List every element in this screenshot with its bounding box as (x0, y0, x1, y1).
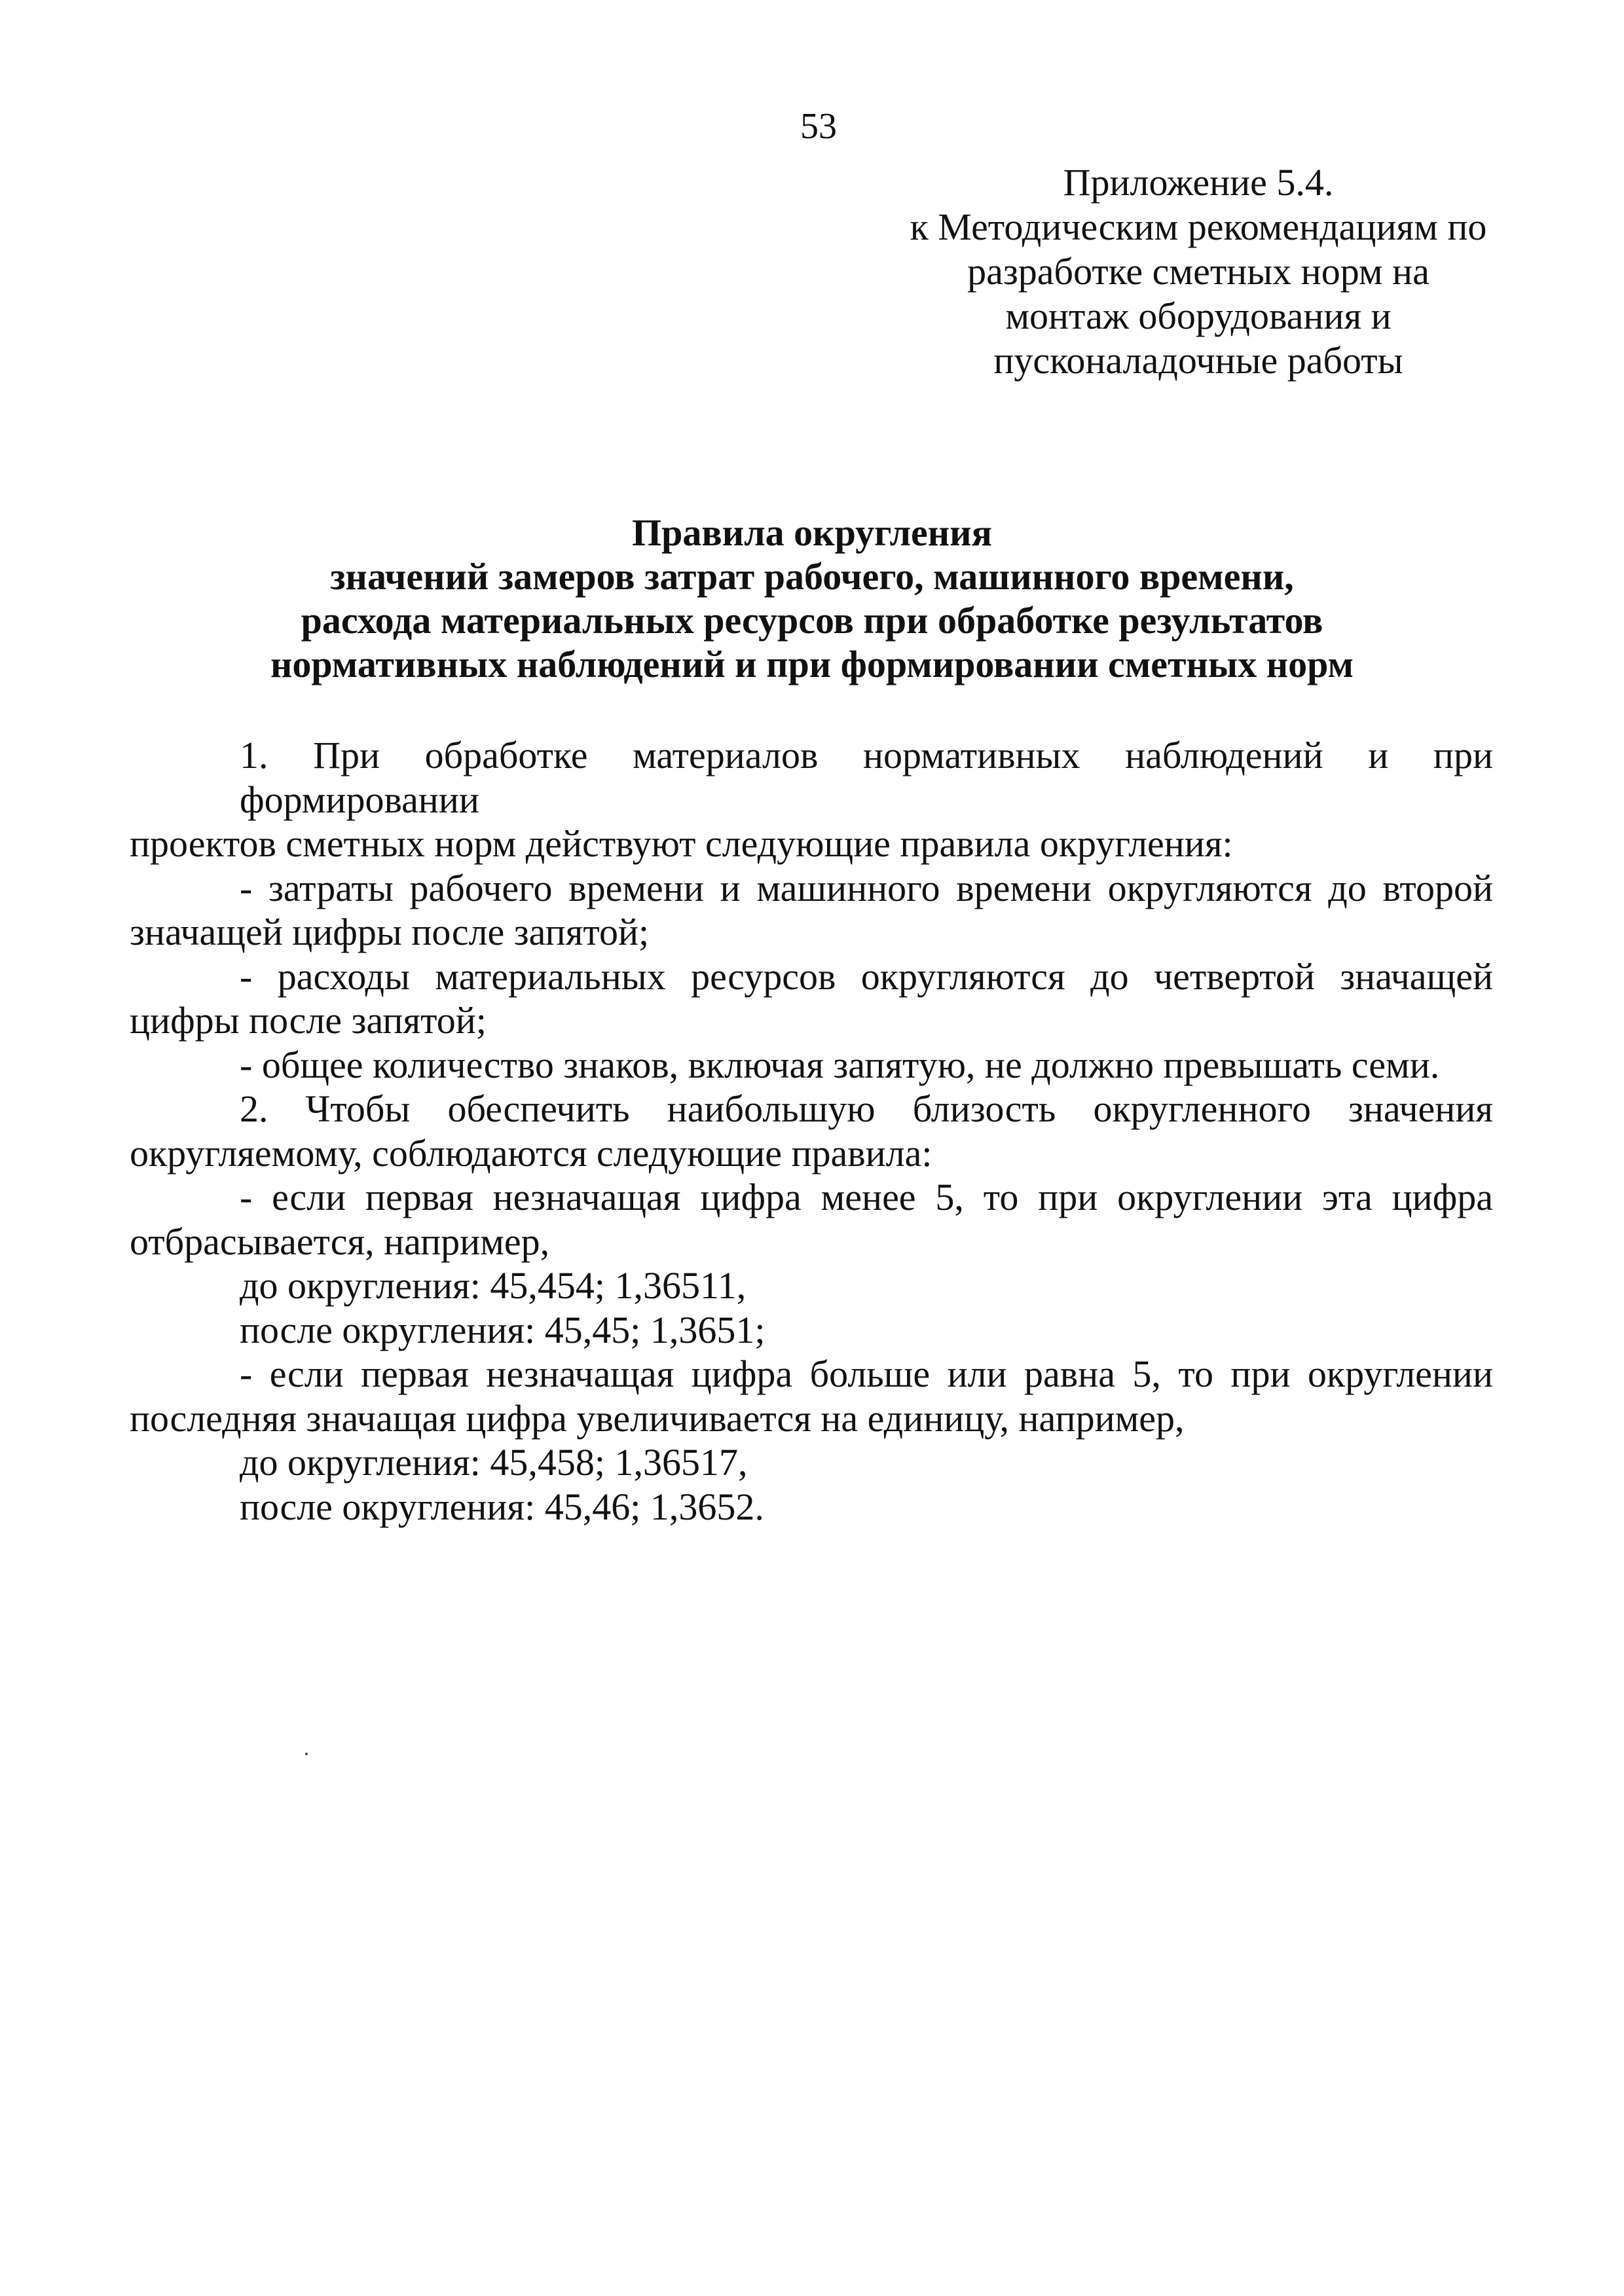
scan-speck (305, 1753, 308, 1755)
paragraph-1-line-2: проектов сметных норм действуют следующие правила округления: (130, 822, 1233, 865)
example-1-before: до округления: 45,454; 1,36511, (240, 1264, 747, 1307)
title-line: значений замеров затрат рабочего, машинного времени, (330, 555, 1294, 598)
paragraph-1-line-1: 1. При обработке материалов нормативных наблюдений и при формировании (240, 734, 1493, 821)
page-number: 53 (800, 106, 837, 147)
title-line: расхода материальных ресурсов при обработке результатов (301, 599, 1323, 642)
bullet-1-line-1: - затраты рабочего времени и машинного времени округляются до второй (240, 866, 1493, 909)
document-body (130, 733, 1493, 1529)
example-2-after: после округления: 45,46; 1,3652. (240, 1485, 764, 1528)
appendix-line: разработке сметных норм на (967, 250, 1430, 293)
appendix-line: монтаж оборудования и (1005, 295, 1392, 337)
appendix-header (871, 160, 1526, 383)
bullet-5-line-1: - если первая незначащая цифра больше или равна 5, то при округлении (240, 1353, 1493, 1395)
appendix-line: к Методическим рекомендациям по (910, 206, 1487, 248)
document-title (131, 511, 1493, 686)
appendix-line: Приложение 5.4. (1063, 161, 1334, 204)
paragraph-2-line-1: 2. Чтобы обеспечить наибольшую близость округленного значения (240, 1087, 1493, 1130)
example-1-after: после округления: 45,45; 1,3651; (240, 1308, 766, 1351)
bullet-2-line-2: цифры после запятой; (130, 999, 487, 1042)
bullet-4-line-1: - если первая незначащая цифра менее 5, то при округлении эта цифра (240, 1176, 1493, 1218)
bullet-4-line-2: отбрасывается, например, (130, 1220, 550, 1263)
bullet-3-line-1: - общее количество знаков, включая запятую, не должно превышать семи. (240, 1043, 1440, 1086)
title-line: Правила округления (632, 511, 992, 554)
bullet-2-line-1: - расходы материальных ресурсов округляются до четвертой значащей (240, 955, 1493, 998)
paragraph-2-line-2: округляемому, соблюдаются следующие правила: (130, 1131, 932, 1175)
example-2-before: до округления: 45,458; 1,36517, (240, 1441, 748, 1484)
appendix-line: пусконаладочные работы (993, 339, 1403, 382)
bullet-1-line-2: значащей цифры после запятой; (130, 911, 650, 953)
bullet-5-line-2: последняя значащая цифра увеличивается на единицу, например, (130, 1396, 1185, 1440)
title-line: нормативных наблюдений и при формировании сметных норм (270, 643, 1354, 685)
